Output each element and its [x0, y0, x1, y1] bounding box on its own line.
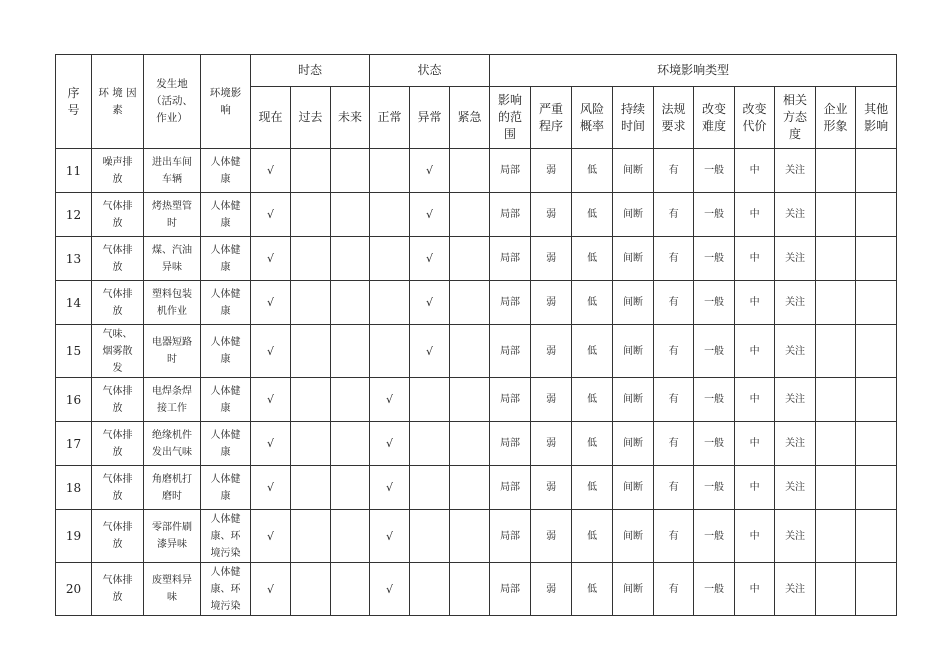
row-number: 13 [56, 237, 92, 281]
impact-type-value [856, 378, 897, 422]
tense-mark [331, 378, 370, 422]
table-row [56, 325, 897, 378]
impact-type-value: 有 [654, 422, 694, 466]
impact-type-value: 低 [572, 510, 613, 563]
impact-type-value: 局部 [490, 510, 531, 563]
impact-type-value: 局部 [490, 237, 531, 281]
header-type-0: 影响 的范 围 [490, 87, 531, 149]
impact-type-value: 关注 [775, 466, 816, 510]
impact-type-value: 局部 [490, 563, 531, 616]
tense-mark: √ [251, 510, 291, 563]
row-place: 进出车间 车辆 [144, 149, 201, 193]
impact-type-value: 关注 [775, 149, 816, 193]
tense-mark [291, 325, 331, 378]
header-type-8: 企业 形象 [816, 87, 856, 149]
header-tense-group: 时态 [251, 55, 370, 87]
table-row [56, 510, 897, 563]
header-state-1: 异常 [410, 87, 450, 149]
tense-mark: √ [251, 422, 291, 466]
impact-type-value: 弱 [531, 149, 572, 193]
impact-type-value: 有 [654, 378, 694, 422]
tense-mark [331, 510, 370, 563]
impact-type-value [816, 422, 856, 466]
tense-mark [291, 149, 331, 193]
impact-type-value: 局部 [490, 466, 531, 510]
state-mark: √ [370, 466, 410, 510]
state-mark [450, 466, 490, 510]
impact-type-value: 一般 [694, 563, 735, 616]
impact-type-value: 关注 [775, 378, 816, 422]
impact-type-value: 中 [735, 193, 775, 237]
state-mark [410, 563, 450, 616]
state-mark [370, 281, 410, 325]
table-row [56, 237, 897, 281]
tense-mark [291, 237, 331, 281]
impact-type-value [816, 237, 856, 281]
row-factor: 气体排 放 [92, 378, 144, 422]
impact-type-value: 一般 [694, 510, 735, 563]
header-impact: 环境影 响 [201, 55, 251, 149]
impact-type-value: 有 [654, 466, 694, 510]
impact-type-value [856, 422, 897, 466]
table-row [56, 281, 897, 325]
impact-type-value: 弱 [531, 193, 572, 237]
impact-type-value [816, 193, 856, 237]
tense-mark: √ [251, 325, 291, 378]
header-row-1 [56, 55, 897, 87]
table-row [56, 466, 897, 510]
impact-type-value: 弱 [531, 237, 572, 281]
state-mark [450, 281, 490, 325]
state-mark [410, 510, 450, 563]
row-factor: 气味、 烟雾散 发 [92, 325, 144, 378]
state-mark: √ [370, 563, 410, 616]
tense-mark [291, 281, 331, 325]
impact-type-value: 一般 [694, 281, 735, 325]
impact-type-value [816, 563, 856, 616]
header-type-5: 改变 难度 [694, 87, 735, 149]
impact-type-value: 关注 [775, 563, 816, 616]
impact-type-value: 关注 [775, 422, 816, 466]
impact-type-value: 一般 [694, 193, 735, 237]
impact-type-value: 有 [654, 325, 694, 378]
impact-type-value: 局部 [490, 422, 531, 466]
tense-mark: √ [251, 378, 291, 422]
tense-mark [331, 325, 370, 378]
tense-mark [331, 237, 370, 281]
impact-type-value: 有 [654, 510, 694, 563]
impact-type-value: 局部 [490, 325, 531, 378]
header-tense-2: 未来 [331, 87, 370, 149]
state-mark [450, 422, 490, 466]
state-mark [370, 237, 410, 281]
row-impact: 人体健 康 [201, 378, 251, 422]
tense-mark [291, 466, 331, 510]
state-mark: √ [370, 510, 410, 563]
tense-mark [291, 563, 331, 616]
impact-type-value: 中 [735, 422, 775, 466]
header-type-group: 环境影响类型 [490, 55, 897, 87]
row-place: 废塑料异 味 [144, 563, 201, 616]
impact-type-value: 有 [654, 563, 694, 616]
impact-type-value: 中 [735, 466, 775, 510]
state-mark [410, 466, 450, 510]
header-type-6: 改变 代价 [735, 87, 775, 149]
impact-type-value: 弱 [531, 466, 572, 510]
impact-type-value: 一般 [694, 149, 735, 193]
tense-mark [331, 466, 370, 510]
state-mark: √ [370, 422, 410, 466]
header-tense-1: 过去 [291, 87, 331, 149]
impact-type-value [856, 325, 897, 378]
row-impact: 人体健 康 [201, 281, 251, 325]
impact-type-value: 间断 [613, 281, 654, 325]
row-factor: 气体排 放 [92, 422, 144, 466]
impact-type-value: 间断 [613, 193, 654, 237]
row-factor: 气体排 放 [92, 510, 144, 563]
state-mark [450, 193, 490, 237]
impact-type-value: 低 [572, 422, 613, 466]
state-mark [450, 563, 490, 616]
impact-type-value: 间断 [613, 422, 654, 466]
impact-type-value: 低 [572, 281, 613, 325]
impact-type-value: 中 [735, 149, 775, 193]
tense-mark [331, 422, 370, 466]
impact-type-value: 有 [654, 237, 694, 281]
impact-type-value: 关注 [775, 237, 816, 281]
impact-type-value: 关注 [775, 325, 816, 378]
row-number: 17 [56, 422, 92, 466]
impact-type-value: 低 [572, 466, 613, 510]
impact-type-value: 中 [735, 378, 775, 422]
impact-type-value: 间断 [613, 325, 654, 378]
row-impact: 人体健 康 [201, 325, 251, 378]
impact-type-value: 关注 [775, 510, 816, 563]
state-mark [370, 149, 410, 193]
row-place: 绝缘机件 发出气味 [144, 422, 201, 466]
tense-mark: √ [251, 193, 291, 237]
header-state-2: 紧急 [450, 87, 490, 149]
table-row [56, 193, 897, 237]
impact-type-value: 弱 [531, 325, 572, 378]
impact-type-value: 弱 [531, 422, 572, 466]
row-factor: 气体排 放 [92, 193, 144, 237]
impact-type-value: 弱 [531, 510, 572, 563]
impact-type-value: 一般 [694, 325, 735, 378]
row-factor: 气体排 放 [92, 466, 144, 510]
impact-type-value: 中 [735, 325, 775, 378]
state-mark: √ [410, 281, 450, 325]
impact-type-value [856, 237, 897, 281]
impact-type-value [816, 510, 856, 563]
impact-type-value: 低 [572, 237, 613, 281]
row-impact: 人体健 康 [201, 193, 251, 237]
header-tense-0: 现在 [251, 87, 291, 149]
impact-type-value [856, 149, 897, 193]
header-type-9: 其他 影响 [856, 87, 897, 149]
state-mark [370, 193, 410, 237]
impact-type-value [856, 563, 897, 616]
table-row [56, 563, 897, 616]
tense-mark: √ [251, 281, 291, 325]
row-number: 11 [56, 149, 92, 193]
tense-mark: √ [251, 466, 291, 510]
table-row [56, 378, 897, 422]
header-type-1: 严重 程序 [531, 87, 572, 149]
header-type-2: 风险 概率 [572, 87, 613, 149]
impact-type-value: 低 [572, 149, 613, 193]
row-place: 电焊条焊 接工作 [144, 378, 201, 422]
state-mark [450, 325, 490, 378]
impact-type-value: 间断 [613, 510, 654, 563]
impact-type-value: 有 [654, 193, 694, 237]
impact-type-value: 间断 [613, 378, 654, 422]
impact-type-value: 间断 [613, 466, 654, 510]
impact-type-value [816, 149, 856, 193]
impact-type-value: 弱 [531, 281, 572, 325]
state-mark: √ [410, 193, 450, 237]
impact-type-value: 局部 [490, 281, 531, 325]
row-impact: 人体健 康 [201, 149, 251, 193]
state-mark: √ [370, 378, 410, 422]
impact-type-value [856, 510, 897, 563]
impact-type-value: 低 [572, 325, 613, 378]
impact-type-value [856, 193, 897, 237]
row-place: 煤、汽油 异味 [144, 237, 201, 281]
impact-type-value: 局部 [490, 149, 531, 193]
impact-type-value: 间断 [613, 237, 654, 281]
row-number: 20 [56, 563, 92, 616]
impact-type-value [816, 281, 856, 325]
header-state-group: 状态 [370, 55, 490, 87]
impact-type-value: 间断 [613, 149, 654, 193]
row-number: 18 [56, 466, 92, 510]
row-number: 16 [56, 378, 92, 422]
row-factor: 气体排 放 [92, 563, 144, 616]
impact-type-value: 中 [735, 237, 775, 281]
table-row [56, 149, 897, 193]
impact-type-value: 低 [572, 193, 613, 237]
state-mark [450, 510, 490, 563]
state-mark: √ [410, 325, 450, 378]
row-place: 烤热塑管 时 [144, 193, 201, 237]
header-type-7: 相关 方态 度 [775, 87, 816, 149]
state-mark [450, 149, 490, 193]
tense-mark [291, 193, 331, 237]
row-place: 零部件刷 漆异味 [144, 510, 201, 563]
table-row [56, 422, 897, 466]
header-seq: 序 号 [56, 55, 92, 149]
tense-mark [331, 281, 370, 325]
impact-type-value: 有 [654, 281, 694, 325]
state-mark: √ [410, 149, 450, 193]
impact-type-value: 有 [654, 149, 694, 193]
impact-type-value [816, 325, 856, 378]
impact-type-value [856, 281, 897, 325]
tense-mark: √ [251, 237, 291, 281]
tense-mark: √ [251, 149, 291, 193]
row-number: 14 [56, 281, 92, 325]
impact-type-value: 局部 [490, 193, 531, 237]
tense-mark [291, 510, 331, 563]
row-number: 15 [56, 325, 92, 378]
state-mark [410, 422, 450, 466]
row-impact: 人体健 康、环 境污染 [201, 563, 251, 616]
impact-type-value: 弱 [531, 563, 572, 616]
impact-type-value: 一般 [694, 466, 735, 510]
impact-type-value: 一般 [694, 378, 735, 422]
row-impact: 人体健 康、环 境污染 [201, 510, 251, 563]
impact-type-value [856, 466, 897, 510]
row-impact: 人体健 康 [201, 237, 251, 281]
impact-type-value: 关注 [775, 193, 816, 237]
row-place: 电器短路 时 [144, 325, 201, 378]
header-state-0: 正常 [370, 87, 410, 149]
row-impact: 人体健 康 [201, 422, 251, 466]
state-mark: √ [410, 237, 450, 281]
row-factor: 气体排 放 [92, 281, 144, 325]
tense-mark [291, 422, 331, 466]
row-factor: 噪声排 放 [92, 149, 144, 193]
impact-type-value: 中 [735, 510, 775, 563]
header-type-4: 法规 要求 [654, 87, 694, 149]
impact-type-value [816, 378, 856, 422]
impact-type-value: 中 [735, 281, 775, 325]
impact-type-value: 一般 [694, 237, 735, 281]
state-mark [370, 325, 410, 378]
header-factor: 环 境 因 素 [92, 55, 144, 149]
header-place: 发生地 （活动、 作业） [144, 55, 201, 149]
row-impact: 人体健 康 [201, 466, 251, 510]
tense-mark [331, 149, 370, 193]
row-place: 角磨机打 磨时 [144, 466, 201, 510]
tense-mark [291, 378, 331, 422]
state-mark [410, 378, 450, 422]
state-mark [450, 378, 490, 422]
row-number: 12 [56, 193, 92, 237]
impact-type-value: 间断 [613, 563, 654, 616]
impact-type-value: 弱 [531, 378, 572, 422]
tense-mark [331, 193, 370, 237]
row-place: 塑料包装 机作业 [144, 281, 201, 325]
impact-type-value: 低 [572, 378, 613, 422]
impact-type-value: 局部 [490, 378, 531, 422]
environmental-factor-table [55, 54, 897, 616]
tense-mark: √ [251, 563, 291, 616]
impact-type-value: 一般 [694, 422, 735, 466]
row-number: 19 [56, 510, 92, 563]
impact-type-value: 低 [572, 563, 613, 616]
header-type-3: 持续 时间 [613, 87, 654, 149]
tense-mark [331, 563, 370, 616]
impact-type-value: 中 [735, 563, 775, 616]
impact-type-value: 关注 [775, 281, 816, 325]
row-factor: 气体排 放 [92, 237, 144, 281]
impact-type-value [816, 466, 856, 510]
state-mark [450, 237, 490, 281]
